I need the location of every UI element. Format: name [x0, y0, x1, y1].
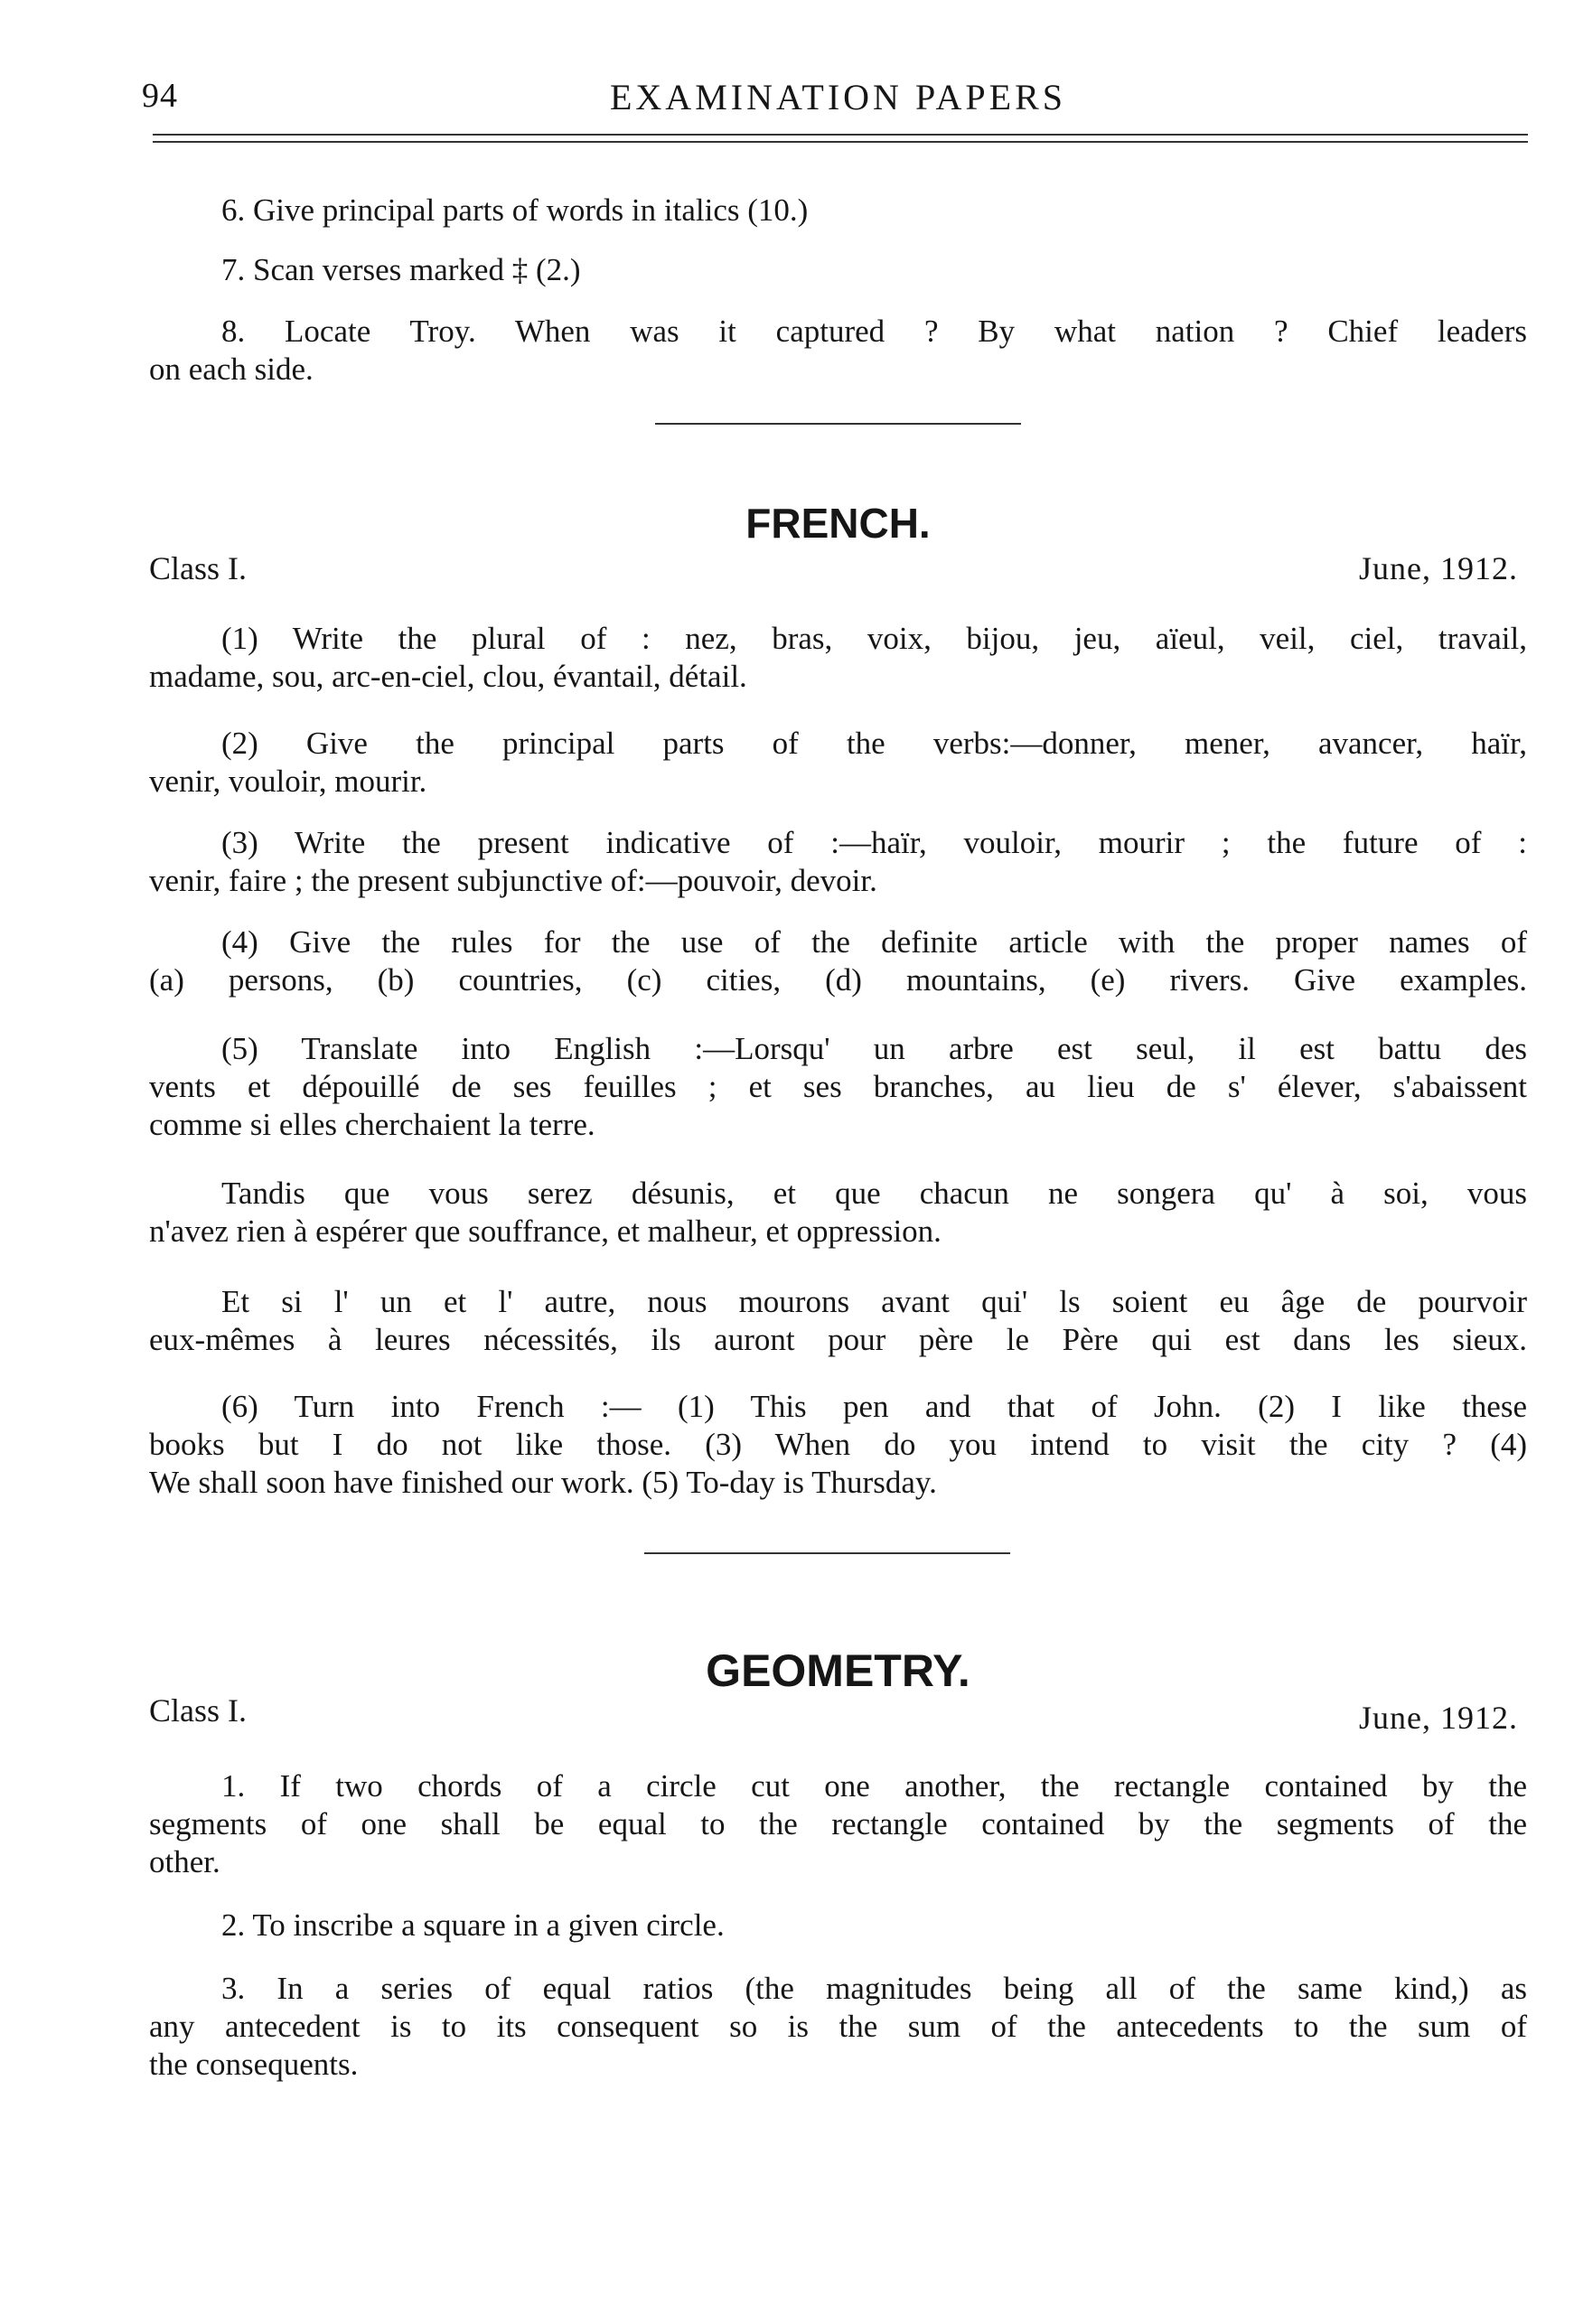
geometry-class: Class I. — [149, 1692, 247, 1729]
prev-question-8: 8. Locate Troy. When was it captured ? By what nation ? Chief leaders on each side. — [149, 314, 1527, 387]
geometry-question-2: 2. To inscribe a square in a given circle. — [221, 1907, 725, 1943]
header-rule — [153, 134, 1528, 143]
french-question-6: (6) Turn into French :— (1) This pen and that of John. (2) I like these books but I do not like those. (3) When do you intend to visit the city ? (4) We shall soon have finished our work. (5) To-day is Thursday. — [149, 1389, 1527, 1500]
french-class: Class I. — [149, 550, 247, 586]
prev-question-6: 6. Give principal parts of words in italics (10.) — [221, 192, 809, 228]
french-date: June, 1912. — [1359, 550, 1518, 586]
geometry-title: GEOMETRY. — [706, 1645, 970, 1696]
french-passage-etsi: Et si l' un et l' autre, nous mourons avant qui' ls soient eu âge de pourvoir eux-mêmes à leures nécessités, ils auront pour père le Père qui est dans les sieux. — [149, 1284, 1527, 1357]
prev-question-7: 7. Scan verses marked ‡ (2.) — [221, 252, 581, 287]
section-divider — [644, 1552, 1010, 1554]
geometry-question-1: 1. If two chords of a circle cut one another, the rectangle contained by the segments of one shall be equal to the rectangle contained by the segments of the other. — [149, 1768, 1527, 1879]
french-passage-tandis: Tandis que vous serez désunis, et que chacun ne songera qu' à soi, vous n'avez rien à espérer que souffrance, et malheur, et oppression. — [149, 1176, 1527, 1249]
french-question-4: (4) Give the rules for the use of the definite article with the proper names of (a) persons, (b) countries, (c) cities, (d) mountains, (e) rivers. Give examples. — [149, 924, 1527, 998]
french-question-1: (1) Write the plural of : nez, bras, voix, bijou, jeu, aïeul, veil, ciel, travail, madame, sou, arc-en-ciel, clou, évantail, détail. — [149, 621, 1527, 694]
geometry-question-3: 3. In a series of equal ratios (the magnitudes being all of the same kind,) as any antecedent is to its consequent so is the sum of the antecedents to the sum of the consequents. — [149, 1971, 1527, 2082]
page-number: 94 — [142, 77, 178, 115]
french-question-3: (3) Write the present indicative of :—haïr, vouloir, mourir ; the future of : venir, faire ; the present subjunctive of:—pouvoir, devoir. — [149, 825, 1527, 898]
french-question-5: (5) Translate into English :—Lorsqu' un arbre est seul, il est battu des vents et dépouillé de ses feuilles ; et ses branches, au lieu de s' élever, s'abaissent comme si elles cherchaient la terre. — [149, 1031, 1527, 1142]
french-question-2: (2) Give the principal parts of the verbs:—donner, mener, avancer, haïr, venir, vouloir, mourir. — [149, 726, 1527, 799]
page-header — [142, 76, 1527, 121]
section-divider — [655, 423, 1021, 425]
running-head: EXAMINATION PAPERS — [609, 77, 1067, 117]
french-title: FRENCH. — [745, 500, 931, 547]
geometry-date: June, 1912. — [1359, 1700, 1518, 1736]
